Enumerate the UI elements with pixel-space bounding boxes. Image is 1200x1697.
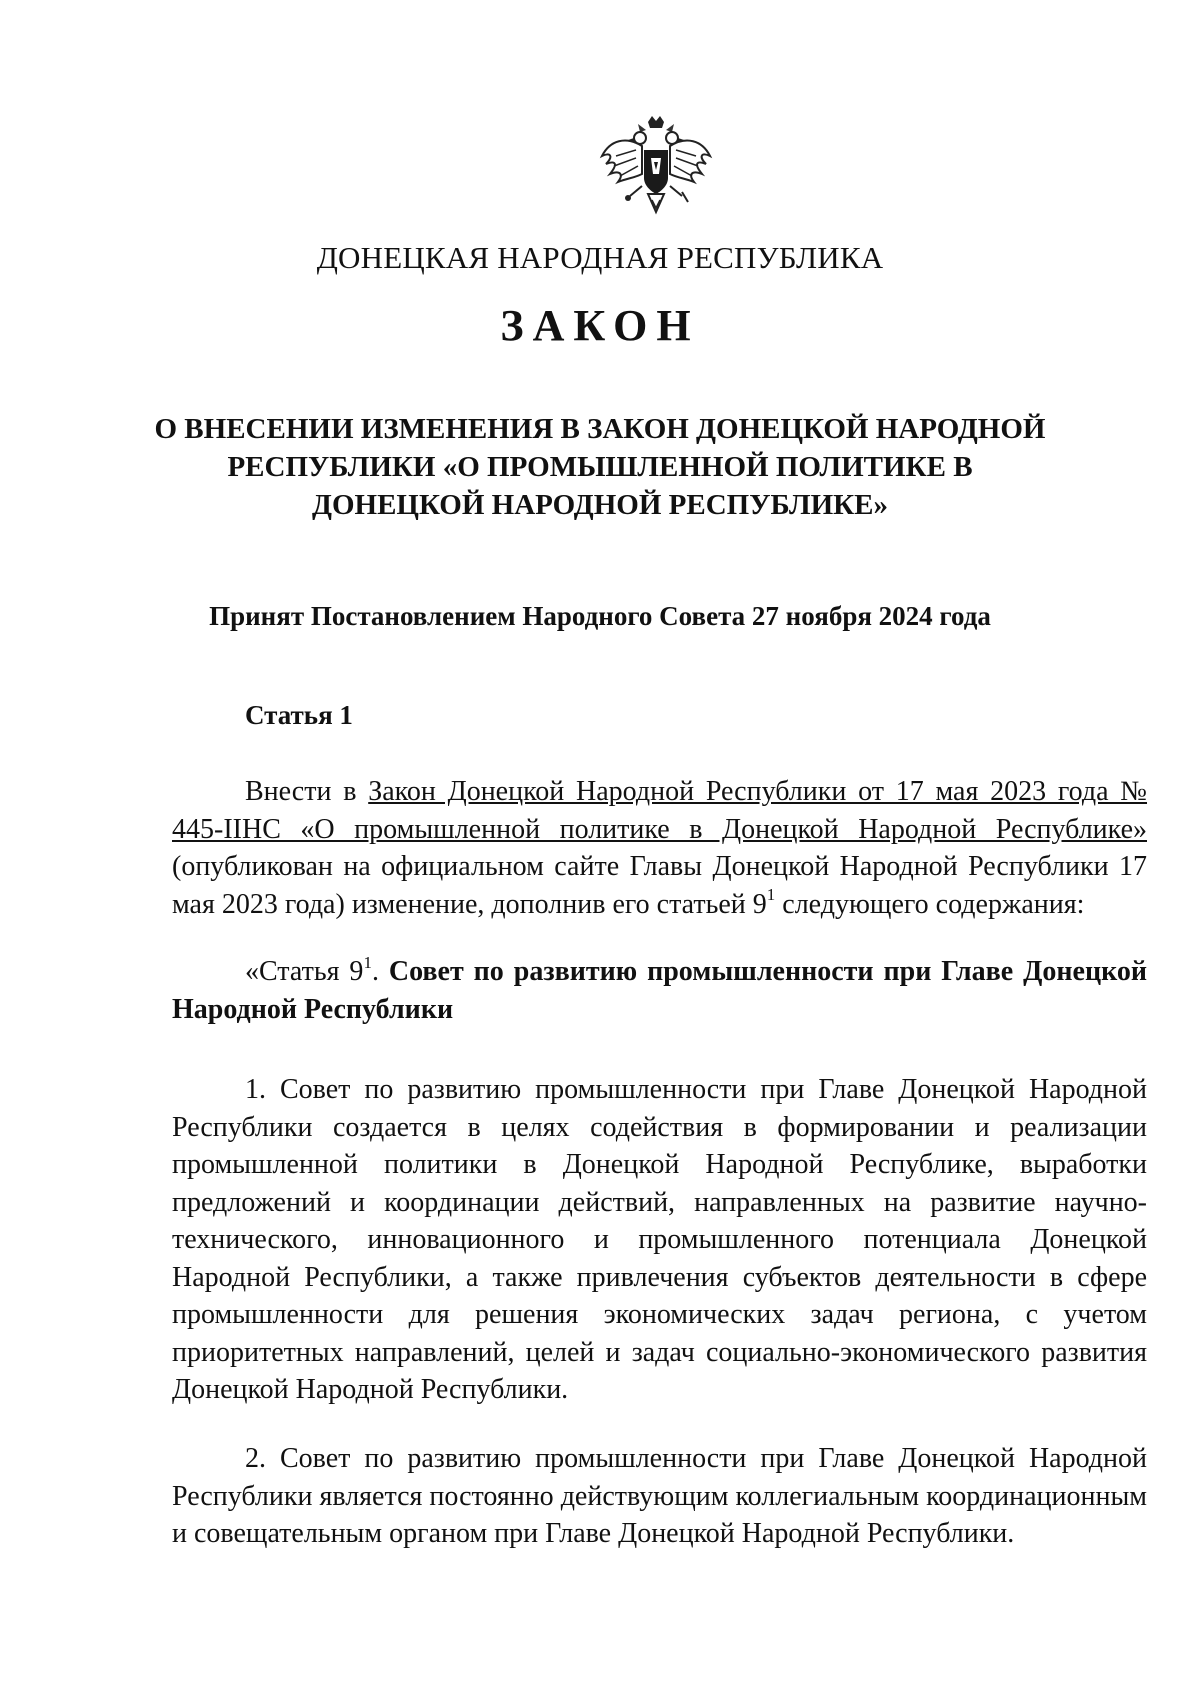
point-2-paragraph: 2. Совет по развитию промышленности при Главе Донецкой Народной Республики является постоянно действующим коллегиальным координационным и совещательным органом при Главе Донецкой Народной Республики.: [172, 1443, 1147, 1549]
new-article-dot: .: [371, 956, 389, 987]
coat-of-arms-icon: [596, 116, 716, 224]
law-reference-link[interactable]: Закон Донецкой Народной Республики от 17 мая 2023 года № 445-IIНС «О промышленной политике в Донецкой Народной Республике»: [172, 776, 1148, 845]
intro-text-start: Внести в: [245, 776, 369, 807]
article-heading: Статья 1: [245, 700, 353, 730]
superscript: 1: [363, 952, 372, 972]
document-type-title: ЗАКОН: [500, 301, 700, 350]
article-intro-paragraph: [172, 773, 1147, 923]
new-article-title: Совет по развитию промышленности при Главе Донецкой Народной Республики: [172, 956, 1147, 1025]
new-article-heading: [172, 953, 1147, 1028]
point-1-paragraph: 1. Совет по развитию промышленности при Главе Донецкой Народной Республики создается в целях содействия в формировании и реализации промышленной политики в Донецкой Народной Республике, выработки предложений и координации действий, направленных на развитие научно-технического, инновационного и промышленного потенциала Донецкой Народной Республики, а также привлечения субъектов деятельности в сфере промышленности для решения экономических задач региона, с учетом приоритетных направлений, целей и задач социально-экономического развития Донецкой Народной Республики.: [172, 1074, 1147, 1405]
republic-name: ДОНЕЦКАЯ НАРОДНАЯ РЕСПУБЛИКА: [316, 240, 884, 275]
new-article-prefix: «Статья 9: [245, 956, 364, 987]
adoption-line: Принят Постановлением Народного Совета 27 ноября 2024 года: [209, 601, 991, 631]
law-subject-title: О ВНЕСЕНИИ ИЗМЕНЕНИЯ В ЗАКОН ДОНЕЦКОЙ НАРОДНОЙ РЕСПУБЛИКИ «О ПРОМЫШЛЕННОЙ ПОЛИТИКЕ В ДОНЕЦКОЙ НАРОДНОЙ РЕСПУБЛИКЕ»: [154, 413, 1046, 521]
intro-text-middle: (опубликован на официальном сайте Главы Донецкой Народной Республики 17 мая 2023 года) изменение, дополнив его статьей 9: [172, 851, 1147, 920]
intro-text-end: следующего содержания:: [775, 888, 1085, 920]
superscript: 1: [766, 885, 776, 905]
